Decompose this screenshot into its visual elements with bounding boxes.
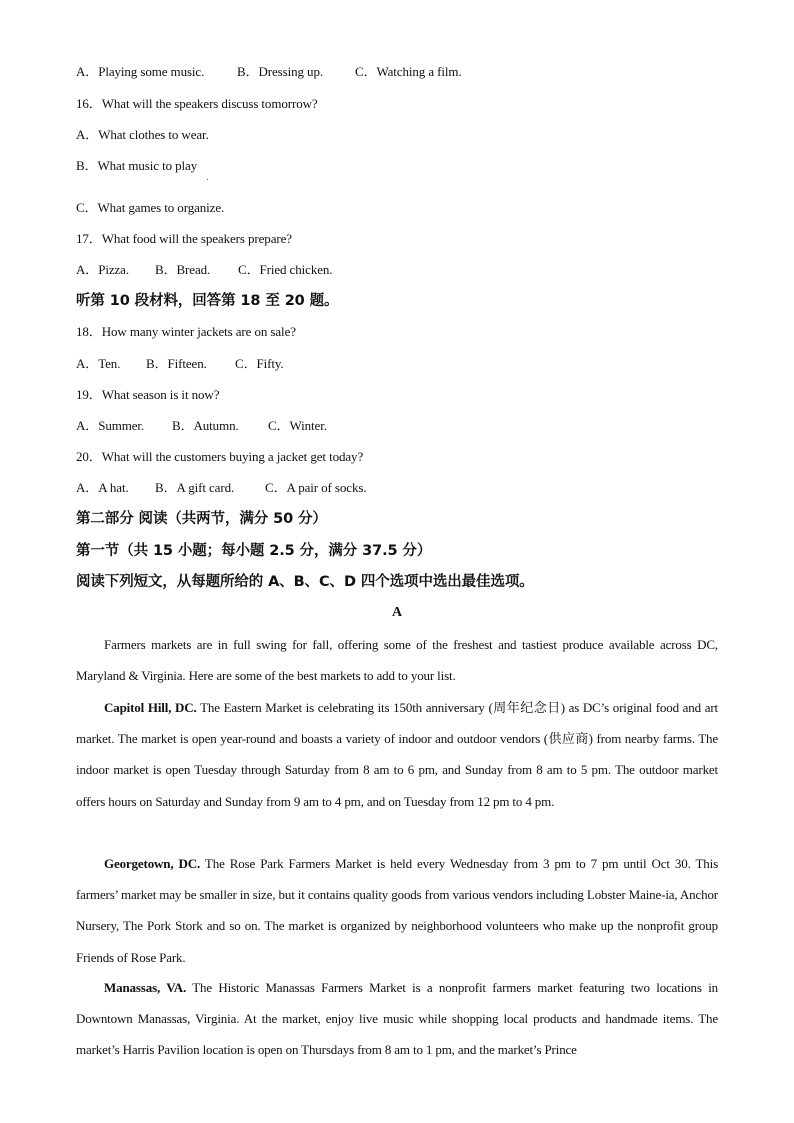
paragraph-title: Georgetown, DC. xyxy=(104,856,201,871)
q19-question: 19．What season is it now? xyxy=(76,387,220,402)
q17-options xyxy=(76,262,332,278)
q15-options xyxy=(76,64,462,80)
passage-paragraph-manassas xyxy=(76,972,718,1066)
q20-options xyxy=(76,480,366,496)
q16-option-b: B．What music to play xyxy=(76,158,198,173)
q17-question: 17．What food will the speakers prepare? xyxy=(76,231,292,246)
paragraph-text: The Rose Park Farmers Market is held every Wednesday from 3 pm to 7 pm until Oct 30. This farmers’ market may be smaller in size, but it contains quality goods from various vendors including Lobster Maine-ia, Anchor Nursery, The Pork Stork and so on. The market is organized by neighborhood volunteers who make up the nonprofit group Friends of Rose Park. xyxy=(76,856,718,965)
passage-paragraph-georgetown xyxy=(76,848,718,973)
q17-option-a: A．Pizza. xyxy=(76,262,129,277)
section10-heading: 听第 10 段材料，回答第 18 至 20 题。 xyxy=(76,293,339,309)
reading-part-heading: 第二部分 阅读（共两节，满分 50 分） xyxy=(76,511,327,527)
paragraph-title: Manassas, VA. xyxy=(104,980,187,995)
stray-dot xyxy=(207,179,208,180)
q18-question: 18．How many winter jackets are on sale? xyxy=(76,324,296,339)
q19-option-c: C．Winter. xyxy=(268,418,327,433)
q18-option-c: C．Fifty. xyxy=(235,356,284,371)
paragraph-text: The Eastern Market is celebrating its 150th anniversary (周年纪念日) as DC’s original food and art market. The market is open year-round and boasts a variety of indoor and outdoor vendors (供应商) from nearby farms. The indoor market is open Tuesday through Saturday from 8 am to 6 pm, and Sunday from 8 am to 5 pm. The outdoor market offers hours on Saturday and Sunday from 9 am to 4 pm, and on Tuesday from 12 pm to 4 pm. xyxy=(76,700,718,809)
q16-option-a: A．What clothes to wear. xyxy=(76,127,209,142)
q17-option-c: C．Fried chicken. xyxy=(238,262,333,277)
q15-option-a: A．Playing some music. xyxy=(76,64,205,79)
q20-question: 20．What will the customers buying a jacket get today? xyxy=(76,449,364,464)
passage-paragraph-capitol-hill xyxy=(76,692,718,817)
q19-options xyxy=(76,418,327,434)
q16-option-c: C．What games to organize. xyxy=(76,200,225,215)
passage-letter: A xyxy=(391,605,403,620)
passage-intro: Farmers markets are in full swing for fall, offering some of the freshest and tastiest produce available across DC, Maryland & Virginia. Here are some of the best markets to add to your list. xyxy=(76,637,718,684)
q18-option-a: A．Ten. xyxy=(76,356,121,371)
paragraph-title: Capitol Hill, DC. xyxy=(104,700,197,715)
q16-question: 16．What will the speakers discuss tomorrow? xyxy=(76,96,318,111)
q18-option-b: B．Fifteen. xyxy=(146,356,207,371)
q20-option-a: A．A hat. xyxy=(76,480,129,495)
q15-option-b: B．Dressing up. xyxy=(237,64,323,79)
q20-option-c: C．A pair of socks. xyxy=(265,480,367,495)
q20-option-b: B．A gift card. xyxy=(155,480,235,495)
q17-option-b: B．Bread. xyxy=(155,262,211,277)
q19-option-b: B．Autumn. xyxy=(172,418,239,433)
q18-options xyxy=(76,356,284,372)
paragraph-text: The Historic Manassas Farmers Market is a nonprofit farmers market featuring two locations in Downtown Manassas, Virginia. At the market, enjoy live music while shopping local products and handmade items. The market’s Harris Pavilion location is open on Thursdays from 8 am to 1 pm, and the market’s Prince xyxy=(76,980,719,1058)
reading-instruction: 阅读下列短文，从每题所给的 A、B、C、D 四个选项中选出最佳选项。 xyxy=(76,574,534,590)
q19-option-a: A．Summer. xyxy=(76,418,145,433)
reading-section-heading: 第一节（共 15 小题；每小题 2.5 分，满分 37.5 分） xyxy=(76,543,432,559)
q15-option-c: C．Watching a film. xyxy=(355,64,462,79)
